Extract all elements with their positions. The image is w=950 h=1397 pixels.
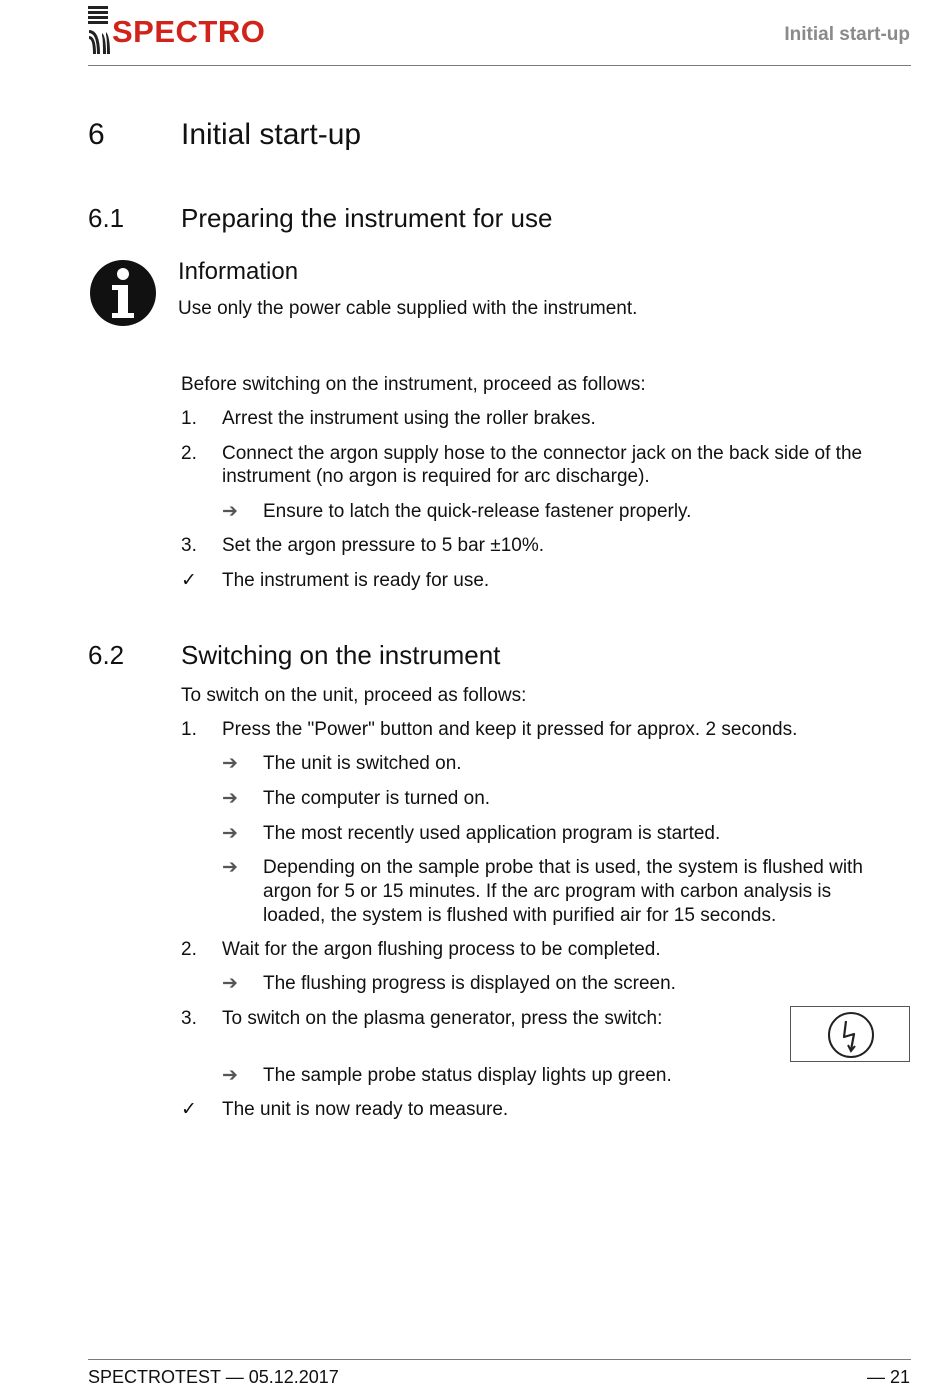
list-item: The instrument is ready for use. bbox=[222, 570, 490, 591]
info-icon bbox=[88, 258, 158, 328]
header-divider bbox=[88, 65, 911, 66]
list-item: To switch on the plasma generator, press the switch: bbox=[222, 1008, 663, 1029]
list-item: Arrest the instrument using the roller brakes. bbox=[222, 408, 596, 429]
list-item: The unit is switched on. bbox=[263, 753, 462, 774]
footer-doc-info: SPECTROTEST — 05.12.2017 bbox=[88, 1367, 339, 1387]
step-marker: 2. bbox=[181, 443, 197, 464]
list-item: Ensure to latch the quick-release fastener properly. bbox=[263, 501, 692, 522]
step-marker: 3. bbox=[181, 1008, 197, 1029]
header-section-title: Initial start-up bbox=[784, 24, 910, 45]
result-arrow-icon: ➔ bbox=[222, 788, 238, 809]
step-marker: 1. bbox=[181, 719, 197, 740]
result-arrow-icon: ➔ bbox=[222, 753, 238, 774]
section-1-number: 6.1 bbox=[88, 203, 125, 233]
section-2-title: Switching on the instrument bbox=[181, 640, 501, 670]
list-item: Set the argon pressure to 5 bar ±10%. bbox=[222, 535, 545, 556]
step-marker: 1. bbox=[181, 408, 197, 429]
step-marker: 3. bbox=[181, 535, 197, 556]
section-1-intro: Before switching on the instrument, proceed as follows: bbox=[181, 374, 646, 395]
result-arrow-icon: ➔ bbox=[222, 501, 238, 522]
footer-divider bbox=[88, 1359, 911, 1360]
plasma-switch-box bbox=[790, 1006, 910, 1062]
chapter-title: Initial start-up bbox=[181, 118, 362, 151]
list-item: instrument (no argon is required for arc discharge). bbox=[222, 466, 650, 487]
result-arrow-icon: ➔ bbox=[222, 973, 238, 994]
list-item: Depending on the sample probe that is used, the system is flushed with bbox=[263, 857, 863, 878]
page-number: — 21 bbox=[866, 1367, 910, 1387]
result-arrow-icon: ➔ bbox=[222, 823, 238, 844]
info-text: Use only the power cable supplied with the instrument. bbox=[178, 298, 638, 319]
step-marker: 2. bbox=[181, 939, 197, 960]
list-item: Wait for the argon flushing process to be completed. bbox=[222, 939, 661, 960]
info-title: Information bbox=[178, 258, 299, 285]
section-2-number: 6.2 bbox=[88, 640, 125, 670]
list-item: The most recently used application program is started. bbox=[263, 823, 721, 844]
checkmark-icon: ✓ bbox=[181, 570, 197, 591]
section-1-title: Preparing the instrument for use bbox=[181, 203, 553, 233]
list-item: Press the "Power" button and keep it pressed for approx. 2 seconds. bbox=[222, 719, 798, 740]
list-item: The sample probe status display lights up green. bbox=[263, 1065, 672, 1086]
section-2-intro: To switch on the unit, proceed as follows: bbox=[181, 685, 527, 706]
result-arrow-icon: ➔ bbox=[222, 857, 238, 878]
checkmark-icon: ✓ bbox=[181, 1099, 197, 1120]
brand-wordmark: SPECTRO bbox=[112, 14, 266, 49]
list-item: Connect the argon supply hose to the connector jack on the back side of the bbox=[222, 443, 863, 464]
result-arrow-icon: ➔ bbox=[222, 1065, 238, 1086]
list-item: The flushing progress is displayed on the screen. bbox=[263, 973, 676, 994]
list-item: The unit is now ready to measure. bbox=[222, 1099, 509, 1120]
chapter-number: 6 bbox=[88, 118, 105, 151]
list-item: The computer is turned on. bbox=[263, 788, 491, 809]
list-item: loaded, the system is flushed with purified air for 15 seconds. bbox=[263, 905, 777, 926]
list-item: argon for 5 or 15 minutes. If the arc program with carbon analysis is bbox=[263, 881, 832, 902]
lightning-switch-icon bbox=[791, 1007, 909, 1061]
